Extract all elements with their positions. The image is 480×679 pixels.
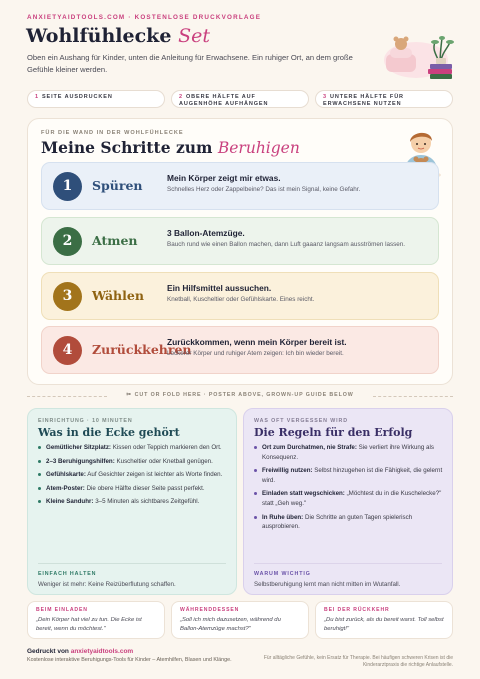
poster-title: Meine Schritte zum Beruhigen [41, 138, 300, 157]
site-kicker: ANXIETYAIDTOOLS.COM · KOSTENLOSE DRUCKVORLAGE [27, 14, 262, 21]
title-main: Wohlfühlecke [26, 25, 172, 47]
prompt-card-invite: BEIM EINLADEN „Dein Körper hat viel zu tun. Die Ecke ist bereit, wenn du möchtest." [27, 601, 165, 639]
rules-panel [243, 408, 453, 595]
scissors-icon: ✂ [126, 392, 132, 398]
step-number: 1 [53, 172, 82, 201]
rules-foot-heading: WARUM WICHTIG [254, 571, 311, 577]
poster-step-1 [41, 162, 439, 210]
list-item: Einladen statt wegschicken: „Möchtest du in die Kuschelecke?" statt „Geh weg." [254, 489, 446, 508]
poster-step-3 [41, 272, 439, 320]
page-title [26, 25, 210, 47]
prompt-card-during: WÄHRENDDESSEN „Soll ich mich dazusetzen, während du Ballon-Atemzüge machst?" [171, 601, 309, 639]
step-heading: Mein Körper zeigt mir etwas. [167, 173, 281, 183]
setup-foot-heading: EINFACH HALTEN [38, 571, 97, 577]
list-item: Gemütlicher Sitzplatz: Kissen oder Teppich markieren den Ort. [38, 443, 230, 453]
step-description: Bauch rund wie einen Ballon machen, dann Luft gaaanz langsam ausströmen lassen. [167, 241, 406, 248]
rules-list [254, 443, 446, 536]
step-description: Knetball, Kuscheltier oder Gefühlskarte. Eines reicht. [167, 296, 315, 303]
step-heading: Zurückkommen, wenn mein Körper bereit ist. [167, 337, 347, 347]
list-item: Kleine Sanduhr: 3–5 Minuten als sichtbares Zeitgefühl. [38, 497, 230, 507]
step-description: Lockerer Körper und ruhiger Atem zeigen: Ich bin wieder bereit. [167, 350, 344, 357]
setup-list [38, 443, 230, 511]
title-accent: Set [178, 25, 210, 47]
prompt-card-return: BEI DER RÜCKKEHR „Du bist zurück, als du bereit warst. Toll selbst beruhigt!" [315, 601, 453, 639]
poster-step-2 [41, 217, 439, 265]
step-heading: Ein Hilfsmittel aussuchen. [167, 283, 272, 293]
setup-panel [27, 408, 237, 595]
list-item: Freiwillig nutzen: Selbst hinzugehen ist die Fähigkeit, die gelernt wird. [254, 466, 446, 485]
list-item: Atem-Poster: Die obere Hälfte dieser Seite passt perfekt. [38, 484, 230, 494]
step-heading: 3 Ballon-Atemzüge. [167, 228, 245, 238]
print-instructions [27, 90, 453, 108]
step-number: 4 [53, 336, 82, 365]
step-verb: Wählen [92, 288, 144, 303]
instruction-3: 3 UNTERE HÄLFTE FÜR ERWACHSENE NUTZEN [315, 90, 453, 108]
rules-foot-text: Selbstberuhigung lernt man nicht mitten im Wutanfall. [254, 581, 401, 588]
intro-text: Oben ein Aushang für Kinder, unten die Anleitung für Erwachsene. Ein ruhiger Ort, an dem große Gefühle kleiner werden. [27, 53, 353, 74]
divider [254, 563, 442, 564]
cut-line-text: CUT OR FOLD HERE · POSTER ABOVE, GROWN-UP GUIDE BELOW [134, 392, 354, 398]
poster-step-4 [41, 326, 439, 374]
poster-eyebrow: FÜR DIE WAND IN DER WOHLFÜHLECKE [41, 130, 184, 136]
step-description: Schnelles Herz oder Zappelbeine? Das ist mein Signal, keine Gefahr. [167, 186, 361, 193]
instruction-2: 2 OBERE HÄLFTE AUF AUGENHÖHE AUFHÄNGEN [171, 90, 309, 108]
prompt-cards [27, 601, 453, 639]
setup-foot-text: Weniger ist mehr: Keine Reizüberflutung schaffen. [38, 581, 176, 588]
step-number: 3 [53, 282, 82, 311]
rules-title: Die Regeln für den Erfolg [254, 426, 413, 439]
step-verb: Atmen [92, 233, 138, 248]
list-item: 2–3 Beruhigungshilfen: Kuscheltier oder Knetball genügen. [38, 457, 230, 467]
kids-poster [27, 118, 453, 385]
cut-line [27, 392, 453, 402]
site-link[interactable]: anxietyaidtools.com [70, 648, 134, 655]
rules-eyebrow: WAS OFT VERGESSEN WIRD [254, 418, 348, 424]
step-verb: Zurückkehren [92, 342, 192, 357]
instruction-1: 1 SEITE AUSDRUCKEN [27, 90, 165, 108]
step-verb: Spüren [92, 178, 143, 193]
setup-title: Was in die Ecke gehört [38, 426, 180, 439]
footer-disclaimer: Für alltägliche Gefühle, kein Ersatz für Therapie. Bei häufigen schweren Krisen ist die Kinderarztpraxis die richtige Anlaufstelle. [263, 655, 453, 669]
footer-tagline: Kostenlose interaktive Beruhigungs-Tools für Kinder – Atemhilfen, Blasen und Klänge. [27, 657, 232, 663]
list-item: Gefühlskarte: Auf Gesichter zeigen ist leichter als Worte finden. [38, 470, 230, 480]
footer-credit: Gedruckt von anxietyaidtools.com Kostenlose interaktive Beruhigungs-Tools für Kinder – Atemhilfen, Blasen und Klänge. [27, 648, 257, 665]
setup-eyebrow: EINRICHTUNG · 10 MINUTEN [38, 418, 133, 424]
list-item: Ort zum Durchatmen, nie Strafe: Sie verliert ihre Wirkung als Konsequenz. [254, 443, 446, 462]
step-number: 2 [53, 227, 82, 256]
list-item: In Ruhe üben: Die Schritte an guten Tagen spielerisch ausprobieren. [254, 513, 446, 532]
divider [38, 563, 226, 564]
cozy-corner-illustration [380, 20, 456, 82]
